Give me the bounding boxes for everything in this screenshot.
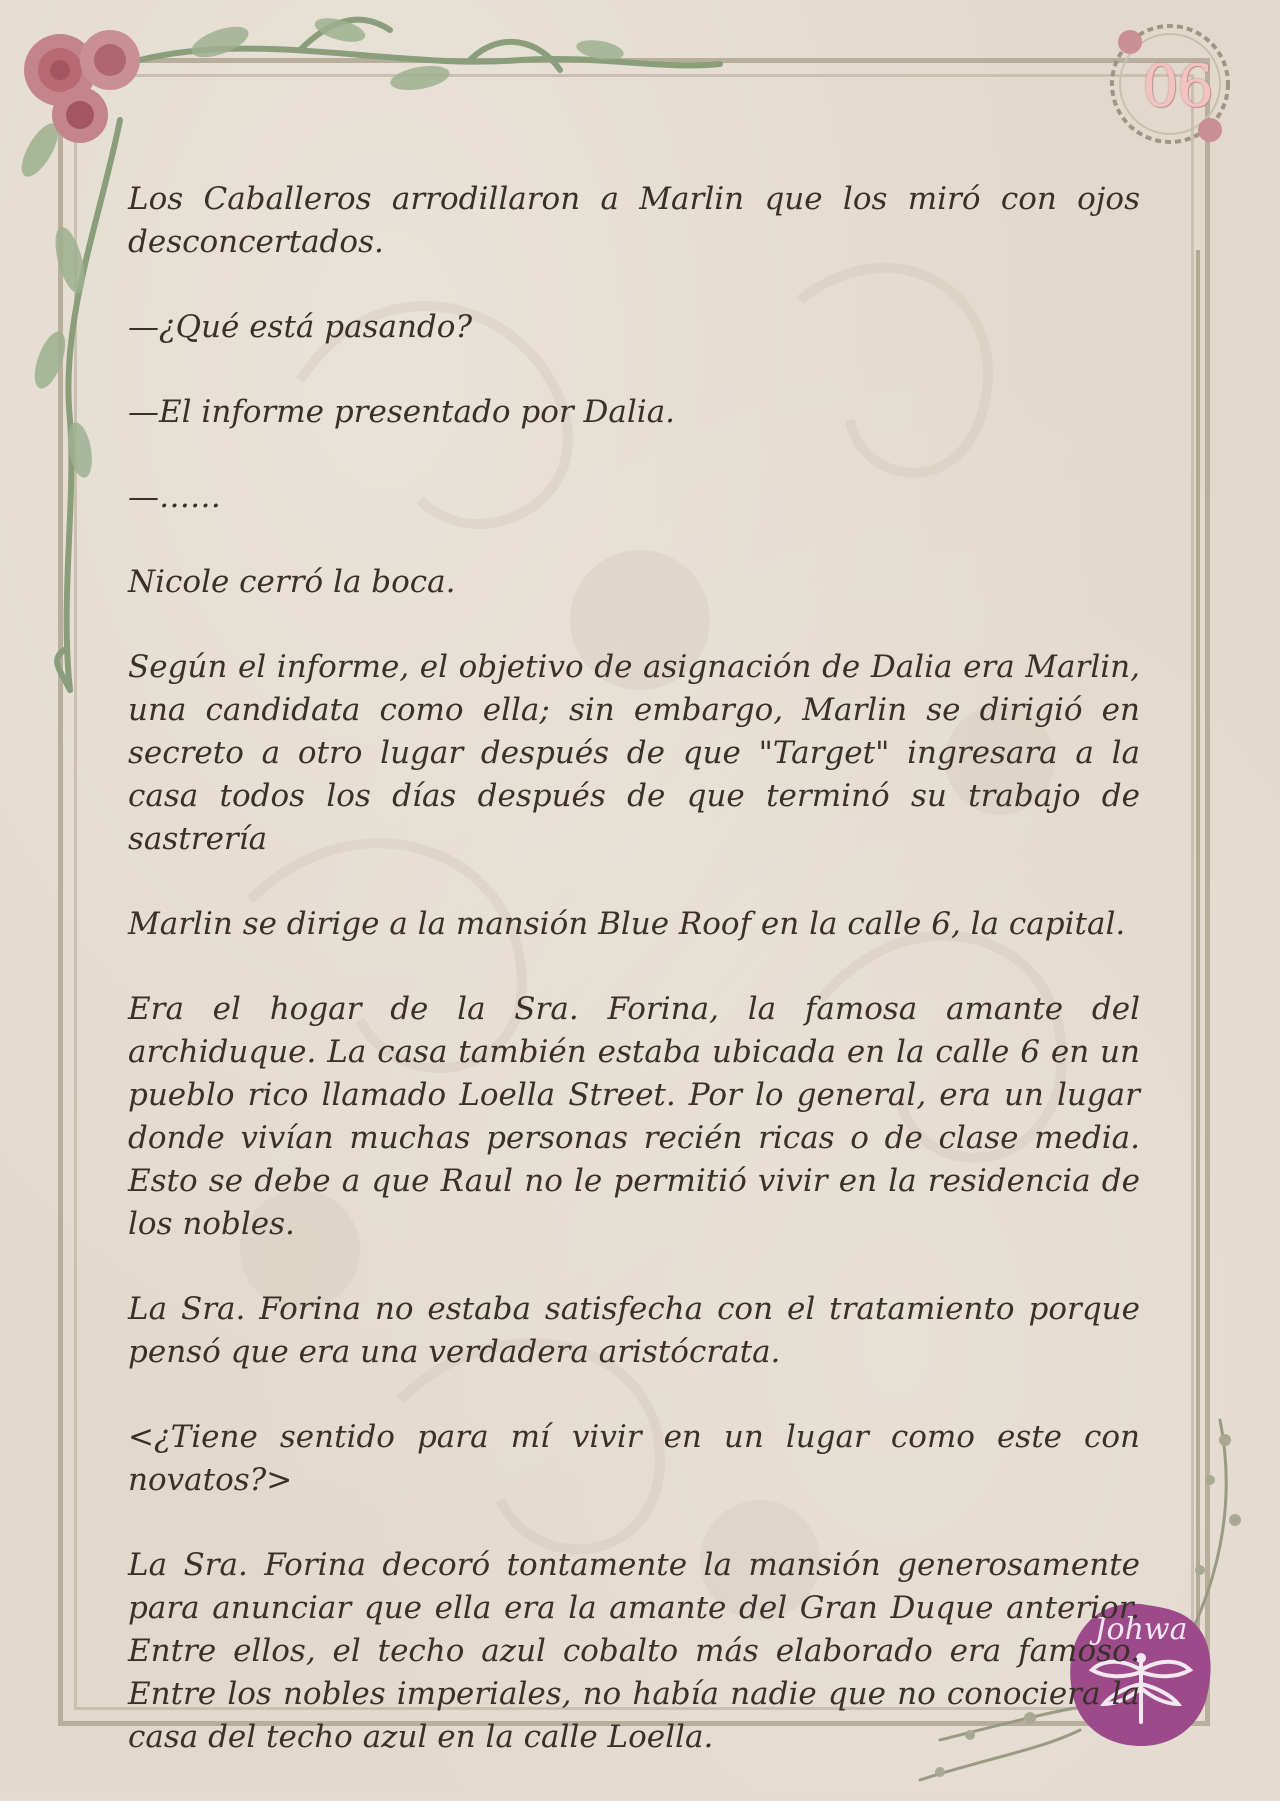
story-text: [128, 178, 1140, 1801]
paragraph: Nicole cerró la boca.: [128, 564, 456, 600]
paragraph: Según el informe, el objetivo de asignación de Dalia era Marlin, una candidata como ella; sin embargo, Marlin se dirigió en secreto a otro lugar después de que "Target" ingresara a la casa todos los días después de que terminó su trabajo de sastrería: [128, 649, 1140, 857]
paragraph: —El informe presentado por Dalia.: [128, 394, 676, 430]
paragraph: —¿Qué está pasando?: [128, 309, 473, 345]
paragraph: Los Caballeros arrodillaron a Marlin que los miró con ojos desconcertados.: [128, 181, 1140, 260]
paragraph: —……: [128, 479, 221, 515]
page-number: 06: [1142, 52, 1212, 120]
logo-text: Johwa: [1094, 1612, 1188, 1647]
paragraph: Marlin se dirige a la mansión Blue Roof en la calle 6, la capital.: [128, 906, 1126, 942]
paragraph: La Sra. Forina no estaba satisfecha con el tratamiento porque pensó que era una verdadera aristócrata.: [128, 1291, 1140, 1370]
paragraph: La Sra. Forina decoró tontamente la mansión generosamente para anunciar que ella era la amante del Gran Duque anterior. Entre ellos, el techo azul cobalto más elaborado era famoso. Entre los nobles imperiales, no había nadie que no conociera la casa del techo azul en la calle Loella.: [128, 1547, 1140, 1755]
paragraph: <¿Tiene sentido para mí vivir en un lugar como este con novatos?>: [128, 1419, 1140, 1498]
paragraph: Era el hogar de la Sra. Forina, la famosa amante del archiduque. La casa también estaba ubicada en la calle 6 en un pueblo rico llamado Loella Street. Por lo general, era un lugar donde vivían muchas personas recién ricas o de clase media. Esto se debe a que Raul no le permitió vivir en la residencia de los nobles.: [128, 991, 1140, 1242]
